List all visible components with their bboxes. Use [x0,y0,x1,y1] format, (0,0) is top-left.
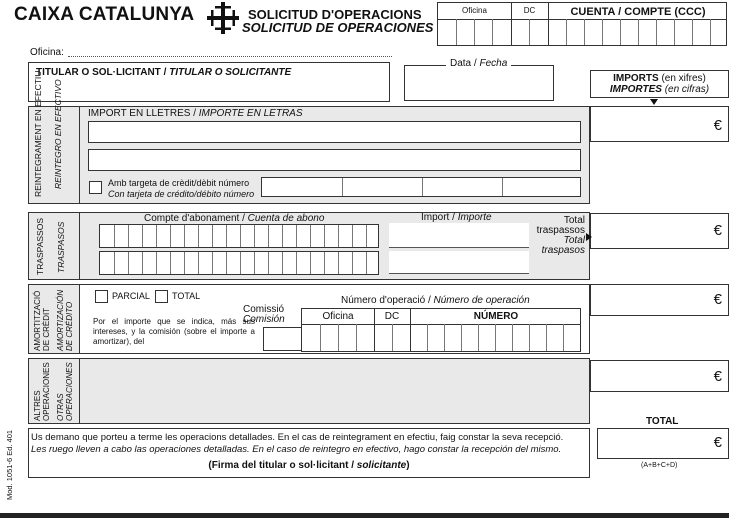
opnum-label-ca: Número d'operació / [341,295,431,306]
section-traspasos [28,212,590,280]
holder-box[interactable] [28,62,390,102]
ccc-account-label: CUENTA / COMPTE (CCC) [570,6,706,18]
card-number-field[interactable] [261,177,581,197]
transfer-amount-2[interactable] [389,251,529,274]
transfer-amount-label-es: Importe [457,212,492,223]
total-checkbox-label: TOTAL [172,291,201,301]
total-checkbox[interactable] [155,290,168,303]
amortization-note: Por el importe que se indica, más sus intereses, y la comisión (sobre el importe a amortizar), del [93,317,255,346]
op-oficina-label: Oficina [322,311,354,322]
amount-letters-line2[interactable] [88,149,581,171]
amount-c-field[interactable] [590,284,729,316]
signature-label-ca: (Firma del titular o sol·licitant / [208,460,354,471]
ccc-oficina-label: Oficina [462,6,487,15]
otras-vertical-ca: ALTRES OPERACIONES [33,362,51,421]
otras-vertical-es: OTRAS OPERACIONES [56,362,74,421]
euro-icon: € [713,368,722,385]
date-label-ca: Data / [450,58,477,69]
amount-d-field[interactable] [590,360,729,392]
amortizacion-vertical-ca: AMORTITZACIÓ DE CRÈDIT [33,290,51,351]
amount-letters-line1[interactable] [88,121,581,143]
section-amortizacion [28,284,590,354]
total-label: TOTAL [646,416,679,427]
credit-account-label-es: Cuenta de abono [247,213,325,224]
total-transfers-es-2: traspasos [541,245,585,256]
date-box[interactable] [404,65,554,101]
model-code: Mod. 1051-6 Ed. 401 [5,429,14,500]
op-dc-label: DC [384,311,400,322]
operation-number-grid[interactable] [301,308,581,352]
page-bottom-edge [0,513,729,518]
date-label-es: Fecha [479,58,508,69]
reintegro-vertical-ca: REINTEGRAMENT EN EFECTIU [33,70,43,197]
total-field[interactable] [597,428,729,459]
card-label-es: Con tarjeta de crédito/débito número [108,189,255,199]
transfer-amount-label-ca: Import / [421,212,455,223]
euro-icon: € [713,117,722,134]
amount-a-field[interactable] [590,106,729,142]
traspasos-vertical-es: TRASPASOS [56,221,66,273]
opnum-label-es: Número de operación [433,295,530,306]
card-label-ca: Amb targeta de crèdit/dèbit número [108,178,250,188]
section-otras [28,358,590,424]
total-transfers-ca-2: traspassos [536,225,585,236]
office-label: Oficina: [30,47,64,58]
letters-label-ca: IMPORT EN LLETRES / [88,108,196,119]
reintegro-vertical-es: REINTEGRO EN EFECTIVO [53,79,63,189]
euro-icon: € [713,222,722,239]
credit-account-label-ca: Compte d'abonament / [144,213,245,224]
euro-icon: € [713,291,722,308]
office-field[interactable] [68,47,392,57]
total-transfers-arrow-icon [586,233,592,241]
op-numero-label: NÚMERO [473,311,519,322]
total-formula: (A+B+C+D) [641,462,678,469]
imports-arrow-icon [650,99,658,105]
partial-label: PARCIAL [112,291,150,301]
form-title-es: SOLICITUD DE OPERACIONES [242,20,434,35]
ccc-input-cells[interactable] [438,19,726,45]
signature-label-es: solicitante [356,460,407,471]
ccc-dc-label: DC [523,6,536,15]
bank-name: CAIXA CATALUNYA [14,4,195,25]
credit-account-1[interactable] [99,224,379,248]
other-operations-field[interactable] [80,359,589,423]
letters-label-es: IMPORTE EN LETRAS [198,108,303,119]
footer-text-es: Les ruego lleven a cabo las operaciones detalladas. En el caso de reintegro en efectivo, hago constar la recepción del mismo. [31,444,562,455]
bank-logo-icon [205,1,241,35]
total-transfers-es-1: Total [563,235,585,246]
imports-header: IMPORTS (en xifres) IMPORTES (en cifras) [590,70,729,98]
footer-text-ca: Us demano que porteu a terme les operacions detallades. En el cas de reintegrament en efectiu, faig constar la seva recepció. [31,432,564,443]
transfer-amount-1[interactable] [389,223,529,248]
account-ccc-grid [437,2,727,46]
holder-label-es: TITULAR O SOLICITANTE [169,67,292,78]
footer-box: Us demano que porteu a terme les operacions detallades. En el cas de reintegrament en efectiu, faig constar la seva recepció. Les ruego lleven a cabo las operaciones detalladas. En el caso de reintegro en efectivo, hago constar la recepción del mismo. (Firma del titular o sol·licitant / solicitante) [28,428,590,478]
euro-icon: € [713,434,722,451]
partial-checkbox[interactable] [95,290,108,303]
form-title-ca: SOLICITUD D'OPERACIONS [248,7,422,22]
commission-label-ca: Comissió [243,304,285,315]
commission-label-es: Comisión [243,314,285,325]
card-checkbox[interactable] [89,181,102,194]
holder-label-ca: TITULAR O SOL·LICITANT / [36,67,167,78]
total-transfers-ca-1: Total [563,215,585,226]
amortizacion-vertical-es: AMORTIZACIÓN DE CRÉDITO [56,289,74,351]
amount-b-field[interactable] [590,213,729,249]
traspasos-vertical-ca: TRASPASSOS [35,218,45,275]
credit-account-2[interactable] [99,251,379,275]
